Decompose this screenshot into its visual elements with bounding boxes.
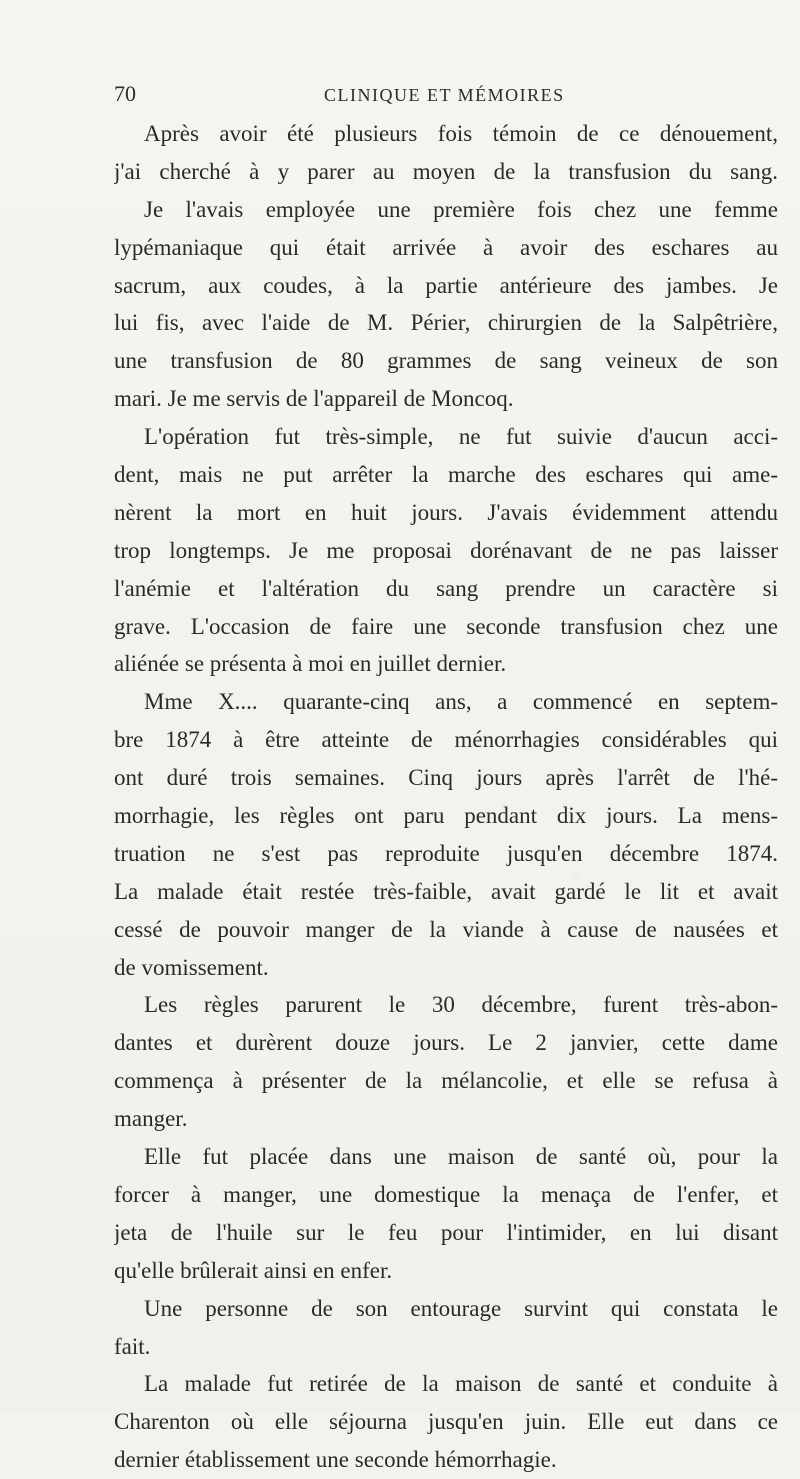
text-line: grave. L'occasion de faire une seconde transfusion chez une: [114, 613, 778, 639]
text-line: lypémaniaque qui était arrivée à avoir des eschares au: [114, 234, 778, 260]
text-line: Les règles parurent le 30 décembre, furent très-abon-: [144, 992, 778, 1018]
page-header: [114, 80, 674, 108]
text-line: mari. Je me servis de l'appareil de Moncoq.: [114, 386, 514, 412]
text-line: l'anémie et l'altération du sang prendre un caractère si: [114, 575, 778, 601]
text-line: Je l'avais employée une première fois chez une femme: [144, 196, 778, 222]
text-line: de vomissement.: [114, 954, 269, 980]
text-line: truation ne s'est pas reproduite jusqu'en décembre 1874.: [114, 840, 778, 866]
body-text: [114, 115, 778, 1479]
text-line: ont duré trois semaines. Cinq jours après l'arrêt de l'hé-: [114, 765, 778, 791]
running-title: CLINIQUE ET MÉMOIRES: [324, 85, 565, 105]
text-line: forcer à manger, une domestique la menaça de l'enfer, et: [114, 1181, 778, 1207]
text-line: La malade fut retirée de la maison de santé et conduite à: [144, 1371, 778, 1397]
text-line: morrhagie, les règles ont paru pendant dix jours. La mens-: [114, 803, 778, 829]
text-line: lui fis, avec l'aide de M. Périer, chirurgien de la Salpêtrière,: [114, 310, 778, 336]
text-line: j'ai cherché à y parer au moyen de la transfusion du sang.: [114, 158, 778, 184]
text-line: une transfusion de 80 grammes de sang veineux de son: [114, 348, 778, 374]
text-line: Après avoir été plusieurs fois témoin de ce dénouement,: [144, 121, 778, 146]
text-line: Elle fut placée dans une maison de santé où, pour la: [144, 1144, 778, 1170]
text-line: L'opération fut très-simple, ne fut suivie d'aucun acci-: [144, 424, 778, 450]
text-line: commença à présenter de la mélancolie, et elle se refusa à: [114, 1068, 778, 1094]
text-line: dantes et durèrent douze jours. Le 2 janvier, cette dame: [114, 1030, 778, 1056]
text-line: trop longtemps. Je me proposai dorénavant de ne pas laisser: [114, 537, 778, 563]
text-line: Une personne de son entourage survint qui constata le: [144, 1295, 778, 1321]
text-line: Charenton où elle séjourna jusqu'en juin. Elle eut dans ce: [114, 1409, 778, 1435]
page-number: 70: [114, 81, 136, 106]
text-line: dent, mais ne put arrêter la marche des eschares qui ame-: [114, 462, 778, 488]
text-line: cessé de pouvoir manger de la viande à cause de nausées et: [114, 916, 778, 942]
text-line: qu'elle brûlerait ainsi en enfer.: [114, 1257, 393, 1283]
text-line: La malade était restée très-faible, avait gardé le lit et avait: [114, 878, 778, 904]
text-line: nèrent la mort en huit jours. J'avais évidemment attendu: [114, 499, 778, 525]
text-line: aliénée se présenta à moi en juillet dernier.: [114, 651, 507, 677]
text-line: jeta de l'huile sur le feu pour l'intimider, en lui disant: [114, 1219, 778, 1245]
text-line: bre 1874 à être atteinte de ménorrhagies considérables qui: [114, 727, 778, 753]
text-line: dernier établissement une seconde hémorrhagie.: [114, 1447, 557, 1473]
text-line: fait.: [114, 1333, 151, 1359]
text-line: sacrum, aux coudes, à la partie antérieure des jambes. Je: [114, 272, 778, 298]
text-line: Mme X.... quarante-cinq ans, a commencé en septem-: [144, 689, 778, 715]
text-line: manger.: [114, 1106, 188, 1132]
